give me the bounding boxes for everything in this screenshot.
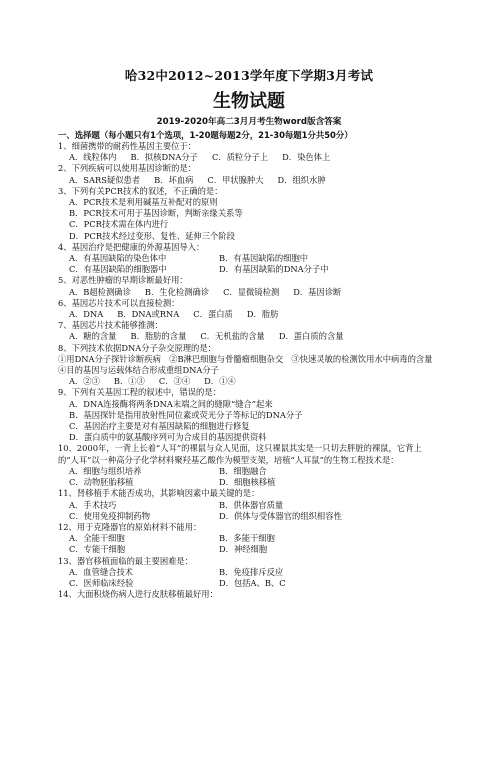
answer-option: D．①④ bbox=[204, 376, 236, 387]
answer-option: B．PCR技术可用于基因诊断，判断亲缘关系等 bbox=[69, 208, 243, 219]
answer-option: C．蛋白质 bbox=[193, 309, 233, 320]
answer-option: B．坏血病 bbox=[154, 174, 194, 185]
answer-option: B．生化检测确诊 bbox=[144, 286, 210, 297]
options-row bbox=[58, 208, 440, 219]
options-row bbox=[58, 533, 440, 544]
options-row bbox=[58, 197, 440, 208]
answer-option: B．①③ bbox=[113, 376, 145, 387]
question-item bbox=[58, 589, 440, 600]
answer-option: A．血管缝合技术 bbox=[69, 566, 134, 577]
answer-option: C．显微镜检测 bbox=[223, 286, 280, 297]
answer-option: C．医师临床经验 bbox=[69, 577, 134, 588]
options-row bbox=[58, 544, 440, 555]
answer-option: A．②③ bbox=[69, 376, 100, 387]
options-row bbox=[58, 477, 440, 488]
options-row bbox=[58, 376, 440, 387]
answer-option: A．手术技巧 bbox=[69, 499, 117, 510]
school-title: 哈32中2012~2013学年度下学期3月考试 bbox=[124, 68, 374, 83]
question-item bbox=[58, 242, 440, 276]
answer-option: C．质粒分子上 bbox=[211, 152, 269, 163]
options-row bbox=[58, 466, 440, 477]
answer-option: A．全能干细胞 bbox=[69, 533, 125, 544]
answer-option: C．无机盐的含量 bbox=[200, 331, 265, 342]
answer-option: B．脂肪的含量 bbox=[130, 331, 187, 342]
question-item bbox=[58, 320, 440, 342]
answer-option: A．细胞与组织培养 bbox=[69, 465, 142, 476]
answer-option: D．蛋白质中的氨基酸序列可为合成目的基因提供资料 bbox=[69, 432, 267, 443]
answer-option: D．PCR技术经过变形、复性、延伸三个阶段 bbox=[69, 230, 235, 241]
question-stem: 5、对恶性肿瘤的早期诊断最好用： bbox=[58, 275, 188, 286]
answer-option: B．基因探针是指用放射性同位素或荧光分子等标记的DNA分子 bbox=[69, 409, 303, 420]
page-title: 生物试题 bbox=[213, 91, 285, 112]
question-item bbox=[58, 163, 440, 185]
question-item bbox=[58, 387, 440, 443]
question-list bbox=[58, 141, 440, 600]
answer-option: C．使用免疫抑制药物 bbox=[69, 510, 151, 521]
answer-option: C．基因治疗主要是对有基因缺陷的细胞进行修复 bbox=[69, 421, 250, 432]
options-row bbox=[58, 175, 440, 186]
answer-option: B．拟核DNA分子 bbox=[130, 152, 198, 163]
answer-option: B．免疫排斥反应 bbox=[219, 566, 284, 577]
question-item bbox=[58, 354, 440, 388]
answer-option: C．动物胚胎移植 bbox=[69, 477, 134, 488]
options-row bbox=[58, 578, 440, 589]
answer-option: B．多能干细胞 bbox=[219, 533, 275, 544]
question-stem: 6、基因芯片技术可以直接检测： bbox=[58, 297, 180, 308]
question-item bbox=[58, 141, 440, 163]
options-row bbox=[58, 231, 440, 242]
question-item bbox=[58, 186, 440, 242]
question-item bbox=[58, 556, 440, 590]
answer-option: B．供体器官质量 bbox=[219, 499, 284, 510]
answer-option: D．供体与受体器官的组织相容性 bbox=[219, 510, 342, 521]
question-stem: 8、下列技术依据DNA分子杂交原理的是： bbox=[58, 342, 216, 353]
question-item bbox=[58, 298, 440, 320]
question-item bbox=[58, 343, 440, 354]
answer-option: A．糖的含量 bbox=[69, 331, 117, 342]
answer-option: D．组织水肿 bbox=[277, 174, 326, 185]
answer-option: D．包括A、B、C bbox=[219, 577, 286, 588]
answer-option: A．B超检测确诊 bbox=[69, 286, 131, 297]
options-row bbox=[58, 500, 440, 511]
question-stem: 2、下列疾病可以使用基因诊断的是： bbox=[58, 163, 197, 174]
section-heading: 一、选择题（每小题只有1个选项，1-20题每题2分，21-30每题1分共50分） bbox=[58, 130, 353, 140]
answer-option: C．③④ bbox=[158, 376, 191, 387]
question-stem: ①用DNA分子探针诊断疾病 ②B淋巴细胞与骨髓瘤细胞杂交 ③快速灵敏的检测饮用水中病毒的含量 ④目的基因与运载体结合形成重组DNA分子 bbox=[58, 353, 441, 376]
answer-option: B．有基因缺陷的细胞中 bbox=[219, 253, 309, 264]
question-item bbox=[58, 522, 440, 556]
options-row bbox=[58, 152, 440, 163]
question-item bbox=[58, 488, 440, 522]
answer-option: C．有基因缺陷的细胞器中 bbox=[69, 264, 167, 275]
answer-option: D．蛋白质的含量 bbox=[278, 331, 344, 342]
answer-option: C．专能干细胞 bbox=[69, 544, 126, 555]
question-stem: 7、基因芯片技术能够推测： bbox=[58, 320, 163, 331]
answer-option: B．细胞融合 bbox=[219, 465, 267, 476]
options-row bbox=[58, 219, 440, 230]
answer-option: D．基因诊断 bbox=[293, 286, 342, 297]
answer-option: D．神经细胞 bbox=[219, 544, 268, 555]
answer-option: D．有基因缺陷的DNA分子中 bbox=[219, 264, 329, 275]
exam-page bbox=[0, 66, 496, 768]
answer-option: D．脂肪 bbox=[246, 309, 279, 320]
answer-option: A．SARS疑似患者 bbox=[69, 174, 141, 185]
question-stem: 1、细菌携带的耐药性基因主要位于： bbox=[58, 141, 197, 151]
answer-option: A．线粒体内 bbox=[69, 152, 117, 163]
question-stem: 3、下列有关PCR技术的叙述，不正确的是： bbox=[58, 185, 223, 196]
options-row bbox=[58, 253, 440, 264]
answer-option: A．PCR技术是利用碱基互补配对的原则 bbox=[69, 197, 218, 208]
answer-option: D．染色体上 bbox=[282, 152, 331, 163]
options-row bbox=[58, 410, 440, 421]
answer-option: A．有基因缺陷的染色体中 bbox=[69, 253, 167, 264]
question-stem: 12、用于克隆器官的原始材料不能用： bbox=[58, 521, 202, 532]
answer-option: A．DNA连接酶将两条DNA末端之间的缝隙“缝合”起来 bbox=[69, 398, 273, 409]
question-stem: 10、2000年，一背上长着“人耳”的裸鼠与众人见面，这只裸鼠其实是一只切去胖脏的裸鼠，它背上的“人耳”以一种高分子化学材料聚羟基乙酸作为模型支架，培植“人耳鼠”的生物工程技术是： bbox=[58, 443, 422, 465]
answer-option: C．甲状腺肿大 bbox=[207, 174, 264, 185]
question-item bbox=[58, 443, 440, 488]
answer-option: C．PCR技术需在体内进行 bbox=[69, 219, 169, 230]
options-row bbox=[58, 287, 440, 298]
answer-option: D．细胞核移植 bbox=[219, 477, 276, 488]
answer-option: B．DNA或RNA bbox=[117, 309, 180, 320]
answer-option: A．DNA bbox=[69, 309, 104, 320]
options-row bbox=[58, 309, 440, 320]
question-item bbox=[58, 275, 440, 297]
question-stem: 11、肾移植手术能否成功，其影响因素中最关键的是： bbox=[58, 488, 260, 499]
options-row bbox=[58, 421, 440, 432]
options-row bbox=[58, 567, 440, 578]
question-stem: 13、器官移植面临的最主要困难是： bbox=[58, 555, 194, 566]
options-row bbox=[58, 399, 440, 410]
options-row bbox=[58, 432, 440, 443]
subtitle: 2019-2020年高二3月月考生物word版含答案 bbox=[156, 117, 342, 127]
options-row bbox=[58, 511, 440, 522]
options-row bbox=[58, 264, 440, 275]
question-stem: 9、下列有关基因工程的叙述中，错误的是： bbox=[58, 387, 221, 398]
question-stem: 4、基因治疗是把健康的外源基因导入： bbox=[58, 241, 205, 252]
options-row bbox=[58, 331, 440, 342]
question-stem: 14、大面积烧伤病人进行皮肤移植最好用： bbox=[58, 589, 218, 600]
